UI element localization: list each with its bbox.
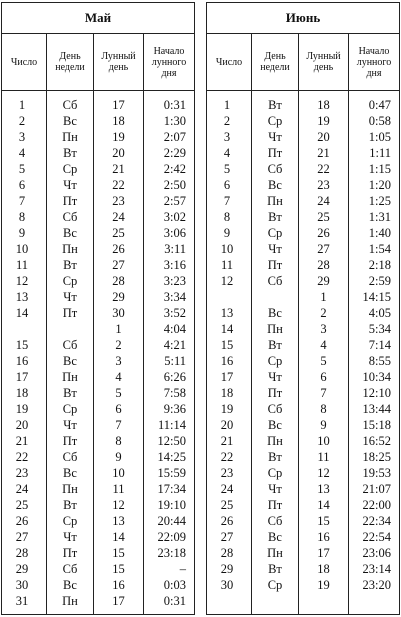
weekday-cell: Пт bbox=[267, 258, 283, 272]
lunar-day-cell: 26 bbox=[112, 242, 125, 256]
day-cell: 1 bbox=[223, 98, 231, 112]
day-cell: 22 bbox=[15, 450, 29, 464]
start-time-cell: 22:34 bbox=[362, 514, 391, 528]
start-time-cell: 0:58 bbox=[368, 114, 391, 128]
start-time-cell: 1:25 bbox=[368, 194, 391, 208]
day-column bbox=[2, 91, 47, 615]
start-time-cell: 12:50 bbox=[157, 434, 186, 448]
day-cell: 7 bbox=[223, 194, 231, 208]
start-time-cell: 23:14 bbox=[362, 562, 391, 576]
weekday-cell: Чт bbox=[268, 242, 282, 256]
weekday-cell: Ср bbox=[62, 274, 78, 288]
weekday-cell: Вс bbox=[63, 226, 77, 240]
start-time-cell: 3:23 bbox=[163, 274, 186, 288]
day-cell: 14 bbox=[220, 322, 234, 336]
start-time-cell: 2:57 bbox=[163, 194, 186, 208]
lunar-day-cell: 3 bbox=[320, 322, 327, 336]
day-cell: 7 bbox=[18, 194, 26, 208]
weekday-cell: Вс bbox=[63, 354, 77, 368]
day-cell: 30 bbox=[15, 578, 29, 592]
weekday-cell: Вс bbox=[268, 418, 282, 432]
start-time-cell: 1:15 bbox=[368, 162, 391, 176]
start-time-cell: 19:53 bbox=[362, 466, 391, 480]
start-time-cell: 3:52 bbox=[163, 306, 186, 320]
weekday-cell: Вс bbox=[268, 178, 282, 192]
lunar-day-cell: 26 bbox=[317, 226, 330, 240]
weekday-cell: Пт bbox=[267, 498, 283, 512]
lunar-day-cell: 29 bbox=[112, 290, 125, 304]
start-time-cell: 1:30 bbox=[163, 114, 186, 128]
day-cell: 31 bbox=[15, 594, 29, 608]
weekday-cell: Вт bbox=[63, 146, 77, 160]
day-cell: 14 bbox=[15, 306, 29, 320]
start-time-cell: 2:59 bbox=[368, 274, 391, 288]
lunar-day-cell: 28 bbox=[317, 258, 330, 272]
weekday-cell bbox=[47, 321, 93, 337]
lunar-day-cell: 24 bbox=[112, 210, 125, 224]
weekday-cell: Вт bbox=[268, 562, 282, 576]
day-cell bbox=[207, 289, 251, 305]
weekday-cell: Ср bbox=[267, 114, 283, 128]
start-time-cell: 11:14 bbox=[157, 418, 186, 432]
day-cell: 24 bbox=[220, 482, 234, 496]
header-start: Начало лунного дня bbox=[151, 45, 187, 79]
weekday-column bbox=[252, 91, 299, 615]
lunar-day-cell: 11 bbox=[317, 450, 330, 464]
weekday-cell: Сб bbox=[62, 450, 78, 464]
start-time-cell: 19:10 bbox=[157, 498, 186, 512]
lunar-day-cell: 1 bbox=[320, 290, 327, 304]
lunar-day-cell: 10 bbox=[112, 466, 125, 480]
lunar-day-cell: 8 bbox=[320, 402, 327, 416]
start-time-cell: 22:00 bbox=[362, 498, 391, 512]
start-time-cell: 2:07 bbox=[163, 130, 186, 144]
day-cell: 20 bbox=[15, 418, 29, 432]
start-time-cell: 2:29 bbox=[163, 146, 186, 160]
start-time-cell: 23:20 bbox=[362, 578, 391, 592]
day-cell: 8 bbox=[223, 210, 231, 224]
weekday-cell: Вт bbox=[63, 498, 77, 512]
lunar-day-cell: 7 bbox=[320, 386, 327, 400]
start-time-cell: 3:02 bbox=[163, 210, 186, 224]
table-body bbox=[2, 91, 194, 615]
lunar-day-cell: 17 bbox=[317, 546, 330, 560]
weekday-cell: Сб bbox=[62, 210, 78, 224]
start-time-cell: 1:31 bbox=[368, 210, 391, 224]
lunar-day-cell: 15 bbox=[112, 562, 125, 576]
lunar-day-cell: 25 bbox=[112, 226, 125, 240]
day-cell: 17 bbox=[15, 370, 29, 384]
lunar-day-cell: 4 bbox=[115, 370, 122, 384]
start-time-cell: 7:14 bbox=[368, 338, 391, 352]
header-weekday: День недели bbox=[252, 34, 299, 90]
weekday-cell bbox=[252, 289, 298, 305]
lunar-day-cell: 28 bbox=[112, 274, 125, 288]
start-time-cell: 8:55 bbox=[368, 354, 391, 368]
day-cell: 3 bbox=[18, 130, 26, 144]
start-time-cell: 1:11 bbox=[369, 146, 391, 160]
start-time-cell: 4:21 bbox=[163, 338, 186, 352]
day-cell: 30 bbox=[220, 578, 234, 592]
start-time-cell: 22:54 bbox=[362, 530, 391, 544]
lunar-day-cell: 12 bbox=[317, 466, 330, 480]
weekday-cell: Пн bbox=[62, 482, 78, 496]
start-time-cell: 7:58 bbox=[163, 386, 186, 400]
start-time-cell: 12:10 bbox=[362, 386, 391, 400]
day-cell: 18 bbox=[220, 386, 234, 400]
day-cell: 4 bbox=[18, 146, 26, 160]
lunar-day-cell: 22 bbox=[317, 162, 330, 176]
start-time-cell: 18:25 bbox=[362, 450, 391, 464]
start-time-cell: 13:44 bbox=[362, 402, 391, 416]
day-cell: 1 bbox=[18, 98, 26, 112]
lunar-day-cell: 20 bbox=[317, 130, 330, 144]
start-time-cell: 14:25 bbox=[157, 450, 186, 464]
start-time-cell: 0:31 bbox=[163, 594, 186, 608]
weekday-cell: Пн bbox=[62, 594, 78, 608]
lunar-day-cell: 8 bbox=[115, 434, 122, 448]
start-time-cell: 15:59 bbox=[157, 466, 186, 480]
day-cell: 16 bbox=[220, 354, 234, 368]
lunar-day-cell: 21 bbox=[112, 162, 125, 176]
weekday-cell: Пт bbox=[62, 546, 78, 560]
lunar-day-cell: 30 bbox=[112, 306, 125, 320]
start-time-cell: 1:20 bbox=[368, 178, 391, 192]
day-cell: 21 bbox=[15, 434, 29, 448]
lunar-day-column bbox=[94, 91, 144, 615]
day-cell: 20 bbox=[220, 418, 234, 432]
day-cell: 19 bbox=[220, 402, 234, 416]
weekday-cell: Ср bbox=[267, 578, 283, 592]
lunar-day-cell: 5 bbox=[320, 354, 327, 368]
lunar-day-cell: 7 bbox=[115, 418, 122, 432]
lunar-day-cell: 10 bbox=[317, 434, 330, 448]
lunar-day-cell: 21 bbox=[317, 146, 330, 160]
lunar-day-cell: 3 bbox=[115, 354, 122, 368]
weekday-cell: Ср bbox=[62, 402, 78, 416]
day-cell: 18 bbox=[15, 386, 29, 400]
day-cell: 25 bbox=[15, 498, 29, 512]
start-time-cell: 9:36 bbox=[163, 402, 186, 416]
lunar-day-cell: 18 bbox=[112, 114, 125, 128]
lunar-day-column bbox=[299, 91, 349, 615]
day-cell: 2 bbox=[18, 114, 26, 128]
lunar-day-cell: 1 bbox=[115, 322, 122, 336]
day-cell: 27 bbox=[220, 530, 234, 544]
weekday-cell: Вт bbox=[63, 386, 77, 400]
start-time-column bbox=[349, 91, 399, 615]
lunar-day-cell: 27 bbox=[112, 258, 125, 272]
header-day: Число bbox=[207, 34, 252, 90]
start-time-cell: 1:05 bbox=[368, 130, 391, 144]
day-cell: 23 bbox=[15, 466, 29, 480]
day-cell: 28 bbox=[15, 546, 29, 560]
day-cell: 26 bbox=[220, 514, 234, 528]
weekday-cell: Вс bbox=[63, 114, 77, 128]
weekday-column bbox=[47, 91, 94, 615]
weekday-cell: Чт bbox=[63, 530, 77, 544]
day-cell: 12 bbox=[15, 274, 29, 288]
weekday-cell: Ср bbox=[267, 466, 283, 480]
lunar-day-cell: 9 bbox=[320, 418, 327, 432]
weekday-cell: Пн bbox=[62, 370, 78, 384]
start-time-cell: 5:34 bbox=[368, 322, 391, 336]
day-cell: 2 bbox=[223, 114, 231, 128]
start-time-cell: 2:50 bbox=[163, 178, 186, 192]
header-start: Начало лунного дня bbox=[356, 45, 392, 79]
lunar-day-cell: 19 bbox=[112, 130, 125, 144]
weekday-cell: Чт bbox=[63, 178, 77, 192]
weekday-cell: Пн bbox=[267, 434, 283, 448]
lunar-day-cell: 5 bbox=[115, 386, 122, 400]
day-cell: 17 bbox=[220, 370, 234, 384]
weekday-cell: Пн bbox=[62, 130, 78, 144]
day-cell: 10 bbox=[15, 242, 29, 256]
day-cell: 26 bbox=[15, 514, 29, 528]
start-time-cell: 3:06 bbox=[163, 226, 186, 240]
day-cell: 6 bbox=[223, 178, 231, 192]
lunar-day-cell: 19 bbox=[317, 114, 330, 128]
lunar-day-cell: 25 bbox=[317, 210, 330, 224]
weekday-cell: Пн bbox=[267, 322, 283, 336]
start-time-cell: 3:16 bbox=[163, 258, 186, 272]
weekday-cell: Сб bbox=[62, 98, 78, 112]
lunar-day-cell: 20 bbox=[112, 146, 125, 160]
lunar-day-cell: 15 bbox=[112, 546, 125, 560]
weekday-cell: Пн bbox=[62, 242, 78, 256]
header-weekday: День недели bbox=[47, 34, 94, 90]
weekday-cell: Вс bbox=[63, 578, 77, 592]
lunar-day-cell: 24 bbox=[317, 194, 330, 208]
weekday-cell: Сб bbox=[267, 162, 283, 176]
start-time-cell: 4:05 bbox=[368, 306, 391, 320]
weekday-cell: Вт bbox=[268, 338, 282, 352]
day-cell: 19 bbox=[15, 402, 29, 416]
lunar-day-cell: 13 bbox=[317, 482, 330, 496]
weekday-cell: Пн bbox=[267, 194, 283, 208]
start-time-cell: 16:52 bbox=[362, 434, 391, 448]
start-time-cell: 0:31 bbox=[163, 98, 186, 112]
table-body bbox=[207, 91, 399, 615]
start-time-cell: 23:18 bbox=[157, 546, 186, 560]
lunar-day-cell: 27 bbox=[317, 242, 330, 256]
day-cell: 27 bbox=[15, 530, 29, 544]
lunar-day-cell: 6 bbox=[115, 402, 122, 416]
weekday-cell: Сб bbox=[267, 402, 283, 416]
day-cell bbox=[2, 321, 46, 337]
weekday-cell: Сб bbox=[267, 514, 283, 528]
may-table bbox=[1, 2, 195, 615]
day-cell: 6 bbox=[18, 178, 26, 192]
start-time-cell: 1:40 bbox=[368, 226, 391, 240]
start-time-cell: 1:54 bbox=[368, 242, 391, 256]
lunar-day-cell: 23 bbox=[112, 194, 125, 208]
lunar-day-cell: 6 bbox=[320, 370, 327, 384]
month-title: Май bbox=[2, 3, 194, 34]
weekday-cell: Вт bbox=[268, 98, 282, 112]
day-cell: 9 bbox=[18, 226, 26, 240]
weekday-cell: Сб bbox=[62, 562, 78, 576]
day-cell: 5 bbox=[18, 162, 26, 176]
start-time-cell: 5:11 bbox=[164, 354, 186, 368]
weekday-cell: Сб bbox=[267, 274, 283, 288]
start-time-cell: 20:44 bbox=[157, 514, 186, 528]
header-lunar-day: Лунный день bbox=[94, 34, 144, 90]
weekday-cell: Вт bbox=[268, 210, 282, 224]
day-cell: 10 bbox=[220, 242, 234, 256]
lunar-day-cell: 16 bbox=[112, 578, 125, 592]
day-cell: 15 bbox=[220, 338, 234, 352]
weekday-cell: Пн bbox=[267, 546, 283, 560]
lunar-day-cell: 12 bbox=[112, 498, 125, 512]
lunar-day-cell: 18 bbox=[317, 562, 330, 576]
start-time-cell: 3:34 bbox=[163, 290, 186, 304]
lunar-day-cell: 2 bbox=[320, 306, 327, 320]
lunar-day-cell: 17 bbox=[112, 594, 125, 608]
day-cell: 8 bbox=[18, 210, 26, 224]
day-cell: 12 bbox=[220, 274, 234, 288]
lunar-day-cell: 4 bbox=[320, 338, 327, 352]
weekday-cell: Вс bbox=[63, 466, 77, 480]
day-cell: 21 bbox=[220, 434, 234, 448]
start-time-cell: 3:11 bbox=[164, 242, 186, 256]
day-cell: 29 bbox=[15, 562, 29, 576]
day-cell: 11 bbox=[15, 258, 29, 272]
lunar-day-cell: 18 bbox=[317, 98, 330, 112]
weekday-cell: Чт bbox=[268, 370, 282, 384]
start-time-cell: 2:42 bbox=[163, 162, 186, 176]
lunar-day-cell: 15 bbox=[317, 514, 330, 528]
weekday-cell: Вт bbox=[268, 450, 282, 464]
day-cell: 22 bbox=[220, 450, 234, 464]
weekday-cell: Вс bbox=[268, 530, 282, 544]
start-time-cell: 22:09 bbox=[157, 530, 186, 544]
start-time-cell: 14:15 bbox=[362, 290, 391, 304]
lunar-day-cell: 11 bbox=[112, 482, 125, 496]
day-cell: 13 bbox=[220, 306, 234, 320]
lunar-day-cell: 22 bbox=[112, 178, 125, 192]
lunar-day-cell: 29 bbox=[317, 274, 330, 288]
weekday-cell: Пт bbox=[62, 306, 78, 320]
day-cell: 5 bbox=[223, 162, 231, 176]
weekday-cell: Чт bbox=[63, 290, 77, 304]
header-lunar-day: Лунный день bbox=[299, 34, 349, 90]
weekday-cell: Пт bbox=[267, 386, 283, 400]
weekday-cell: Чт bbox=[268, 482, 282, 496]
start-time-column bbox=[144, 91, 194, 615]
start-time-cell: 10:34 bbox=[362, 370, 391, 384]
day-cell: 23 bbox=[220, 466, 234, 480]
day-cell: 25 bbox=[220, 498, 234, 512]
start-time-cell: 0:47 bbox=[368, 98, 391, 112]
day-cell: 24 bbox=[15, 482, 29, 496]
june-table bbox=[206, 2, 400, 615]
lunar-day-cell: 2 bbox=[115, 338, 122, 352]
lunar-day-cell: 14 bbox=[112, 530, 125, 544]
day-cell: 15 bbox=[15, 338, 29, 352]
start-time-cell: – bbox=[179, 562, 186, 576]
day-cell: 28 bbox=[220, 546, 234, 560]
lunar-day-cell: 23 bbox=[317, 178, 330, 192]
day-cell: 13 bbox=[15, 290, 29, 304]
start-time-cell: 0:03 bbox=[163, 578, 186, 592]
weekday-cell: Сб bbox=[62, 338, 78, 352]
start-time-cell: 23:06 bbox=[362, 546, 391, 560]
day-cell: 9 bbox=[223, 226, 231, 240]
weekday-cell: Ср bbox=[62, 162, 78, 176]
weekday-cell: Чт bbox=[268, 130, 282, 144]
lunar-day-cell: 16 bbox=[317, 530, 330, 544]
day-cell: 3 bbox=[223, 130, 231, 144]
weekday-cell: Пт bbox=[267, 146, 283, 160]
weekday-cell: Вс bbox=[268, 306, 282, 320]
header-day: Число bbox=[2, 34, 47, 90]
day-column bbox=[207, 91, 252, 615]
start-time-cell: 21:07 bbox=[362, 482, 391, 496]
weekday-cell: Пт bbox=[62, 194, 78, 208]
weekday-cell: Ср bbox=[267, 226, 283, 240]
start-time-cell: 15:18 bbox=[362, 418, 391, 432]
table-header bbox=[2, 34, 194, 91]
lunar-day-cell: 13 bbox=[112, 514, 125, 528]
weekday-cell: Ср bbox=[267, 354, 283, 368]
start-time-cell: 6:26 bbox=[163, 370, 186, 384]
weekday-cell: Чт bbox=[63, 418, 77, 432]
weekday-cell: Ср bbox=[62, 514, 78, 528]
lunar-day-cell: 14 bbox=[317, 498, 330, 512]
lunar-day-cell: 9 bbox=[115, 450, 122, 464]
table-header bbox=[207, 34, 399, 91]
start-time-cell: 4:04 bbox=[163, 322, 186, 336]
day-cell: 16 bbox=[15, 354, 29, 368]
lunar-day-cell: 17 bbox=[112, 98, 125, 112]
lunar-day-cell: 19 bbox=[317, 578, 330, 592]
day-cell: 29 bbox=[220, 562, 234, 576]
start-time-cell: 2:18 bbox=[368, 258, 391, 272]
start-time-cell: 17:34 bbox=[157, 482, 186, 496]
month-title: Июнь bbox=[207, 3, 399, 34]
day-cell: 11 bbox=[220, 258, 234, 272]
day-cell: 4 bbox=[223, 146, 231, 160]
weekday-cell: Пт bbox=[62, 434, 78, 448]
weekday-cell: Вт bbox=[63, 258, 77, 272]
